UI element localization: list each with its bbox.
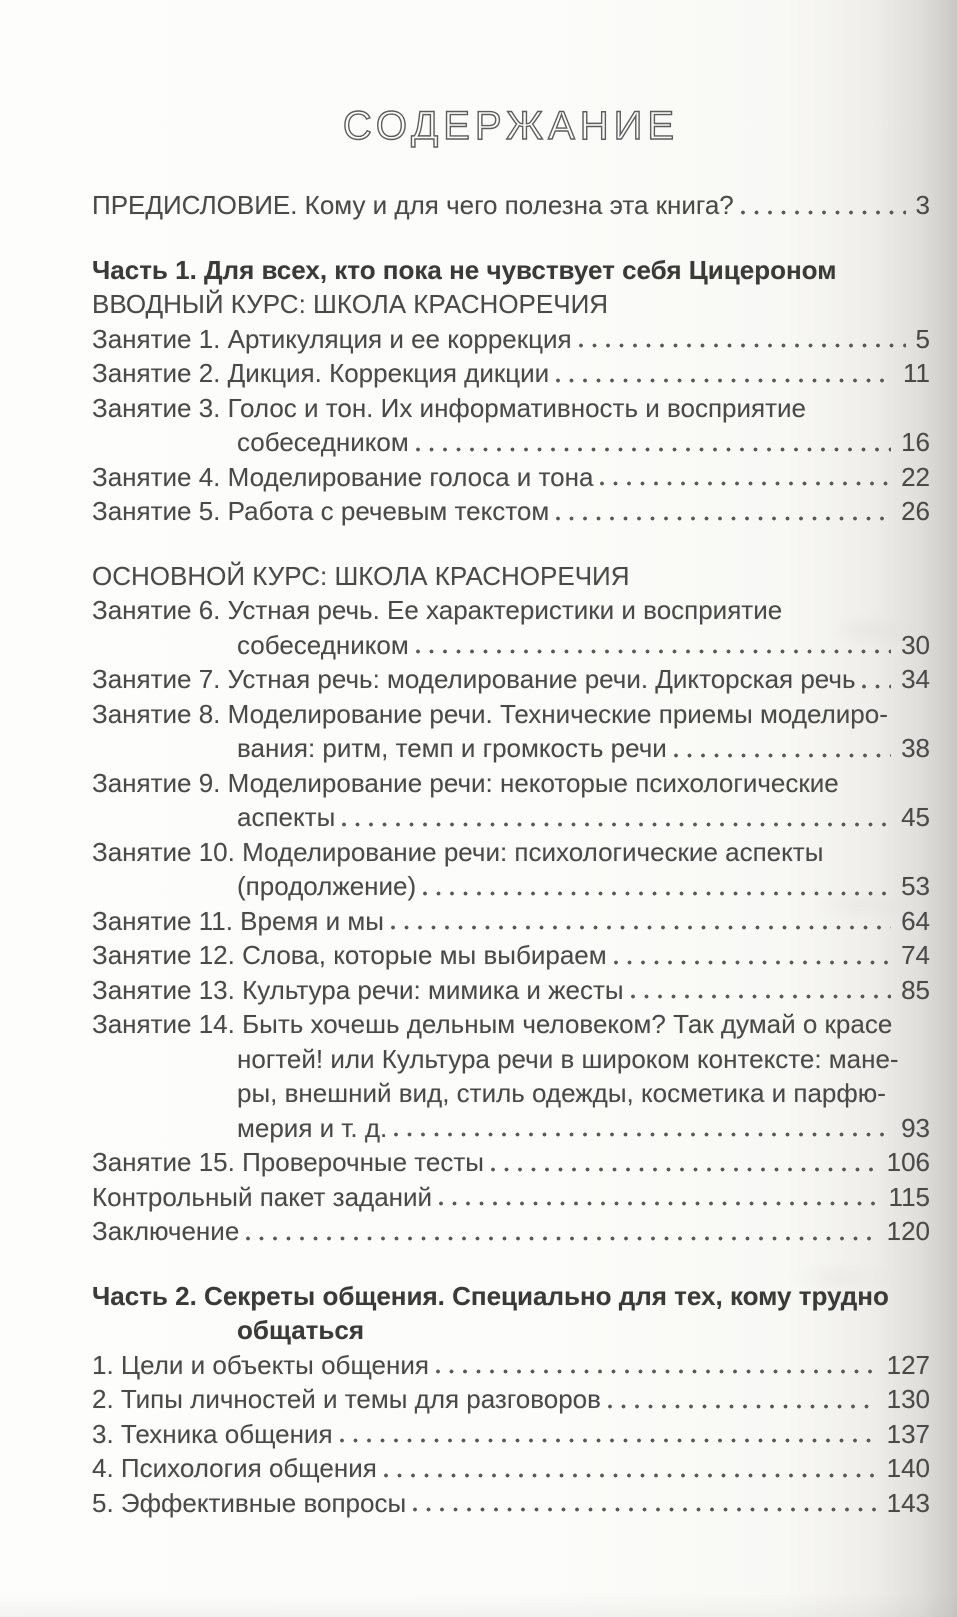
toc-row <box>92 1417 930 1452</box>
dot-leader <box>416 645 891 655</box>
toc-row <box>92 973 930 1008</box>
toc-row <box>92 593 930 628</box>
toc-row <box>92 391 930 426</box>
toc-row <box>92 460 930 495</box>
dot-leader <box>614 956 891 966</box>
page-number: 74 <box>901 940 930 970</box>
page-number: 22 <box>901 461 930 492</box>
toc-entry-text: Заключение <box>92 1216 240 1246</box>
toc-row <box>92 904 930 939</box>
toc-row <box>92 1382 930 1417</box>
toc-entry-text: Часть 2. Секреты общения. Специально для тех, кому трудно <box>92 1280 889 1311</box>
page-number: 85 <box>901 974 930 1005</box>
page-number: 106 <box>886 1147 930 1177</box>
toc-entry-text: Занятие 5. Работа с речевым текстом <box>92 496 550 526</box>
page-number: 143 <box>886 1487 930 1518</box>
dot-leader <box>394 1128 891 1138</box>
toc-row <box>92 356 930 391</box>
toc-row <box>92 628 930 663</box>
toc-entry-text: собеседником <box>237 629 409 660</box>
toc-row <box>92 1180 930 1215</box>
page-number: 137 <box>886 1418 930 1449</box>
toc-row <box>92 1145 930 1180</box>
toc-entry-text: мерия и т. д. <box>237 1112 388 1143</box>
page-number: 120 <box>886 1216 930 1246</box>
dot-leader <box>342 818 891 828</box>
dot-leader <box>674 749 891 759</box>
toc-entry-text: 5. Эффективные вопросы <box>92 1487 407 1518</box>
dot-leader <box>862 680 891 690</box>
toc-entry-text: 2. Типы личностей и темы для разговоров <box>92 1384 601 1414</box>
toc-row <box>92 188 930 223</box>
page-number: 38 <box>901 733 930 763</box>
toc-entry-text: Занятие 8. Моделирование речи. Технические приемы моделиро- <box>92 698 888 729</box>
toc-row <box>92 1348 930 1383</box>
page-number: 127 <box>886 1349 930 1380</box>
toc-entry-text: аспекты <box>237 802 336 832</box>
toc-entry-text: ногтей! или Культура речи в широком контексте: мане- <box>237 1043 899 1074</box>
toc-list <box>92 188 930 1520</box>
page-number: 16 <box>901 427 930 457</box>
toc-entry-text: Занятие 3. Голос и тон. Их информативность и восприятие <box>92 392 806 423</box>
dot-leader <box>413 1503 876 1513</box>
dot-leader <box>340 1434 877 1444</box>
page-number: 11 <box>903 358 930 388</box>
page-number: 5 <box>915 323 930 354</box>
toc-entry-text: ОСНОВНОЙ КУРС: ШКОЛА КРАСНОРЕЧИЯ <box>92 560 630 591</box>
toc-row <box>92 800 930 835</box>
toc-row <box>92 662 930 697</box>
toc-entry-text: ры, внешний вид, стиль одежды, косметика и парфю- <box>237 1078 886 1108</box>
toc-row <box>92 1111 930 1146</box>
toc-entry-text: Занятие 15. Проверочные тесты <box>92 1147 484 1177</box>
page-number: 3 <box>915 190 930 220</box>
toc-entry-text: Занятие 13. Культура речи: мимика и жесты <box>92 974 624 1005</box>
toc-entry-text: Часть 1. Для всех, кто пока не чувствует себя Цицероном <box>92 254 837 285</box>
dot-leader <box>579 339 906 349</box>
dot-leader <box>436 1365 877 1375</box>
toc-entry-text: ВВОДНЫЙ КУРС: ШКОЛА КРАСНОРЕЧИЯ <box>92 289 609 319</box>
toc-entry-text: Занятие 1. Артикуляция и ее коррекция <box>92 323 572 354</box>
toc-row <box>92 1076 930 1111</box>
toc-entry-text: Занятие 11. Время и мы <box>92 905 384 936</box>
toc-row <box>92 731 930 766</box>
page-number: 34 <box>901 664 930 694</box>
toc-entry-text: Занятие 14. Быть хочешь дельным человеком? Так думай о красе <box>92 1009 893 1039</box>
page-number: 64 <box>901 905 930 936</box>
toc-row <box>92 1486 930 1521</box>
toc-row <box>92 425 930 460</box>
toc-row <box>92 287 930 322</box>
dot-leader <box>600 477 891 487</box>
page-title: СОДЕРЖАНИЕ <box>342 104 680 148</box>
dot-leader <box>556 374 893 384</box>
toc-entry-text: вания: ритм, темп и громкость речи <box>237 733 667 763</box>
page-number: 130 <box>886 1384 930 1414</box>
toc-row <box>92 253 930 288</box>
dot-leader <box>384 1469 877 1479</box>
toc-row <box>92 835 930 870</box>
toc-row <box>92 322 930 357</box>
toc-entry-text: Занятие 4. Моделирование голоса и тона <box>92 461 594 492</box>
dot-leader <box>556 512 891 522</box>
dot-leader <box>416 443 891 453</box>
toc-entry-text: Контрольный пакет заданий <box>92 1181 433 1212</box>
toc-row <box>92 1214 930 1249</box>
page-number: 26 <box>901 496 930 526</box>
dot-leader <box>608 1400 877 1410</box>
toc-entry-text: 1. Цели и объекты общения <box>92 1349 429 1380</box>
toc-row <box>92 1313 930 1348</box>
page-number: 93 <box>901 1112 930 1143</box>
toc-row <box>92 697 930 732</box>
dot-leader <box>631 990 891 1000</box>
page-number: 45 <box>901 802 930 832</box>
toc-entry-text: Занятие 2. Дикция. Коррекция дикции <box>92 358 550 388</box>
toc-row <box>92 1042 930 1077</box>
toc-row <box>92 938 930 973</box>
toc-entry-text: Занятие 10. Моделирование речи: психологические аспекты <box>92 836 824 867</box>
toc-row <box>92 869 930 904</box>
page-number: 115 <box>888 1181 930 1212</box>
toc-row <box>92 1279 930 1314</box>
toc-row <box>92 766 930 801</box>
toc-entry-text: 3. Техника общения <box>92 1418 333 1449</box>
toc-entry-text: Занятие 7. Устная речь: моделирование речи. Дикторская речь <box>92 664 856 694</box>
toc-row <box>92 559 930 594</box>
dot-leader <box>423 887 891 897</box>
dot-leader <box>246 1232 876 1242</box>
dot-leader <box>491 1163 877 1173</box>
toc-entry-text: (продолжение) <box>237 871 417 901</box>
toc-row <box>92 494 930 529</box>
dot-leader <box>439 1197 878 1207</box>
toc-entry-text: 4. Психология общения <box>92 1453 377 1483</box>
toc-row <box>92 1007 930 1042</box>
toc-entry-text: Занятие 12. Слова, которые мы выбираем <box>92 940 607 970</box>
toc-entry-text: общаться <box>237 1315 365 1345</box>
dot-leader <box>391 921 891 931</box>
page-number: 30 <box>901 629 930 660</box>
toc-entry-text: собеседником <box>237 427 409 457</box>
toc-entry-text: ПРЕДИСЛОВИЕ. Кому и для чего полезна эта книга? <box>92 190 734 220</box>
page-number: 140 <box>886 1453 930 1483</box>
dot-leader <box>741 206 906 216</box>
toc-entry-text: Занятие 6. Устная речь. Ее характеристики и восприятие <box>92 595 783 625</box>
toc-entry-text: Занятие 9. Моделирование речи: некоторые психологические <box>92 767 839 798</box>
toc-row <box>92 1451 930 1486</box>
page-number: 53 <box>901 871 930 901</box>
